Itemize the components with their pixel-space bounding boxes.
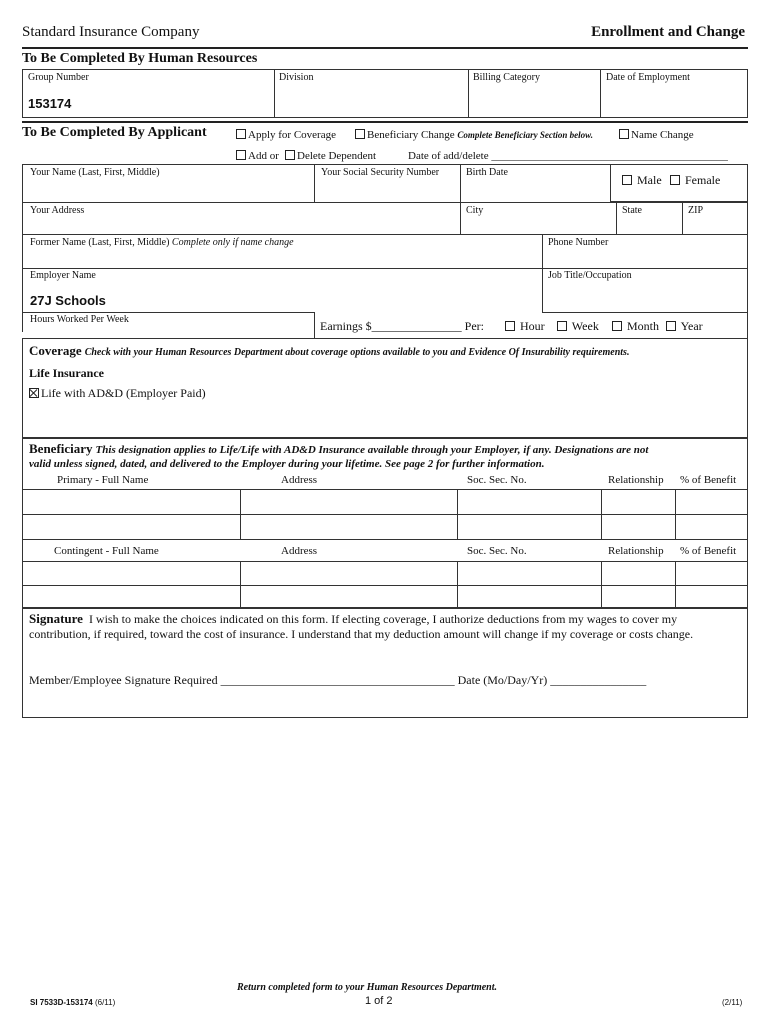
- add-dependent-checkbox[interactable]: [236, 150, 246, 160]
- date-of-employment-label: Date of Employment: [606, 72, 690, 83]
- zip-label: ZIP: [688, 205, 703, 216]
- employer-field[interactable]: 27J Schools: [30, 293, 106, 308]
- life-add-checkbox[interactable]: [29, 388, 39, 398]
- life-add-option[interactable]: Life with AD&D (Employer Paid): [29, 386, 206, 400]
- hour-checkbox[interactable]: [505, 321, 515, 331]
- ssn-field[interactable]: [318, 180, 456, 200]
- primary-percent-header: % of Benefit: [680, 474, 737, 486]
- applicant-section-title: To Be Completed By Applicant: [22, 125, 207, 140]
- beneficiary-change-checkbox[interactable]: [355, 129, 365, 139]
- former-name-label: Former Name (Last, First, Middle) Complete only if name change: [30, 237, 294, 248]
- hr-section-title: To Be Completed By Human Resources: [22, 51, 258, 66]
- contingent-address-header: Address: [281, 545, 318, 557]
- form-code: SI 7533D-153174 (6/11): [30, 998, 116, 1007]
- job-title-field[interactable]: [546, 283, 744, 309]
- beneficiary-note-2: valid unless signed, dated, and delivered to the Employer during your lifetime. See page 2 for further information.: [29, 458, 545, 470]
- contingent-percent-header: % of Benefit: [680, 545, 737, 557]
- signature-text-2: contribution, if required, toward the cost of insurance. I understand that my deduction amount will change if my coverage or costs change.: [29, 627, 694, 641]
- contingent-name-field[interactable]: [24, 563, 238, 584]
- beneficiary-change-option[interactable]: Beneficiary Change Complete Beneficiary Section below.: [355, 128, 593, 142]
- apply-coverage-option[interactable]: Apply for Coverage: [236, 128, 336, 142]
- company-name: Standard Insurance Company: [22, 24, 200, 40]
- beneficiary-heading: Beneficiary This designation applies to Life/Life with AD&D Insurance available through your Employer, if any. Designations are not: [29, 441, 649, 456]
- phone-field[interactable]: [546, 250, 744, 266]
- contingent-name-header: Contingent - Full Name: [54, 545, 159, 557]
- birth-date-label: Birth Date: [466, 167, 508, 178]
- name-label: Your Name (Last, First, Middle): [30, 167, 160, 178]
- week-option[interactable]: Week: [557, 319, 599, 333]
- primary-name-field[interactable]: [24, 516, 238, 538]
- hours-field[interactable]: [26, 326, 308, 338]
- male-checkbox[interactable]: [622, 175, 632, 185]
- zip-field[interactable]: [686, 217, 744, 232]
- name-change-option[interactable]: Name Change: [619, 128, 694, 142]
- coverage-heading: Coverage Check with your Human Resources Department about coverage options available to you and Evidence Of Insurability requirements.: [29, 343, 630, 358]
- apply-coverage-checkbox[interactable]: [236, 129, 246, 139]
- return-note: Return completed form to your Human Resources Department.: [237, 982, 498, 993]
- female-checkbox[interactable]: [670, 175, 680, 185]
- signature-line[interactable]: Member/Employee Signature Required _______________________________________ Date (Mo/Day/Yr) ________________: [29, 673, 647, 687]
- state-field[interactable]: [620, 217, 678, 232]
- hour-option[interactable]: Hour: [505, 319, 545, 333]
- revision-date: (2/11): [722, 998, 743, 1007]
- billing-category-label: Billing Category: [473, 72, 540, 83]
- former-name-field[interactable]: [26, 250, 538, 266]
- life-insurance-heading: Life Insurance: [29, 366, 104, 380]
- earnings-field[interactable]: Earnings $_______________ Per:: [320, 319, 484, 333]
- employer-label: Employer Name: [30, 270, 96, 281]
- contingent-name-field[interactable]: [24, 587, 238, 607]
- date-of-employment-field[interactable]: [606, 84, 744, 116]
- month-option[interactable]: Month: [612, 319, 659, 333]
- page-number: 1 of 2: [365, 995, 393, 1007]
- header-rule: [22, 47, 748, 49]
- delete-dependent-checkbox[interactable]: [285, 150, 295, 160]
- primary-ssn-header: Soc. Sec. No.: [467, 474, 527, 486]
- primary-address-header: Address: [281, 474, 318, 486]
- year-option[interactable]: Year: [666, 319, 703, 333]
- primary-name-field[interactable]: [24, 491, 238, 513]
- add-dependent-option[interactable]: Add or: [236, 149, 279, 163]
- city-label: City: [466, 205, 484, 216]
- signature-heading: Signature I wish to make the choices indicated on this form. If electing coverage, I authorize deductions from my wages to cover my: [29, 611, 678, 626]
- city-field[interactable]: [464, 217, 612, 232]
- primary-relationship-header: Relationship: [608, 474, 664, 486]
- division-label: Division: [279, 72, 314, 83]
- birth-date-field[interactable]: [464, 180, 606, 200]
- week-checkbox[interactable]: [557, 321, 567, 331]
- female-option[interactable]: Female: [670, 173, 720, 187]
- delete-dependent-option[interactable]: Delete Dependent: [285, 149, 376, 163]
- group-number-label: Group Number: [28, 72, 89, 83]
- year-checkbox[interactable]: [666, 321, 676, 331]
- month-checkbox[interactable]: [612, 321, 622, 331]
- address-field[interactable]: [26, 217, 456, 232]
- address-label: Your Address: [30, 205, 85, 216]
- group-number-field[interactable]: 153174: [28, 96, 72, 111]
- hours-label: Hours Worked Per Week: [30, 314, 129, 325]
- male-option[interactable]: Male: [622, 173, 662, 187]
- state-label: State: [622, 205, 642, 216]
- date-add-delete-field[interactable]: Date of add/delete ___________________________________________: [408, 150, 728, 162]
- contingent-relationship-header: Relationship: [608, 545, 664, 557]
- name-change-checkbox[interactable]: [619, 129, 629, 139]
- primary-name-header: Primary - Full Name: [57, 474, 149, 486]
- billing-category-field[interactable]: [473, 84, 597, 116]
- form-title: Enrollment and Change: [591, 24, 745, 40]
- phone-label: Phone Number: [548, 237, 609, 248]
- ssn-label: Your Social Security Number: [321, 167, 440, 178]
- contingent-ssn-header: Soc. Sec. No.: [467, 545, 527, 557]
- job-title-label: Job Title/Occupation: [548, 270, 632, 281]
- division-field[interactable]: [280, 84, 465, 116]
- name-field[interactable]: [26, 180, 311, 200]
